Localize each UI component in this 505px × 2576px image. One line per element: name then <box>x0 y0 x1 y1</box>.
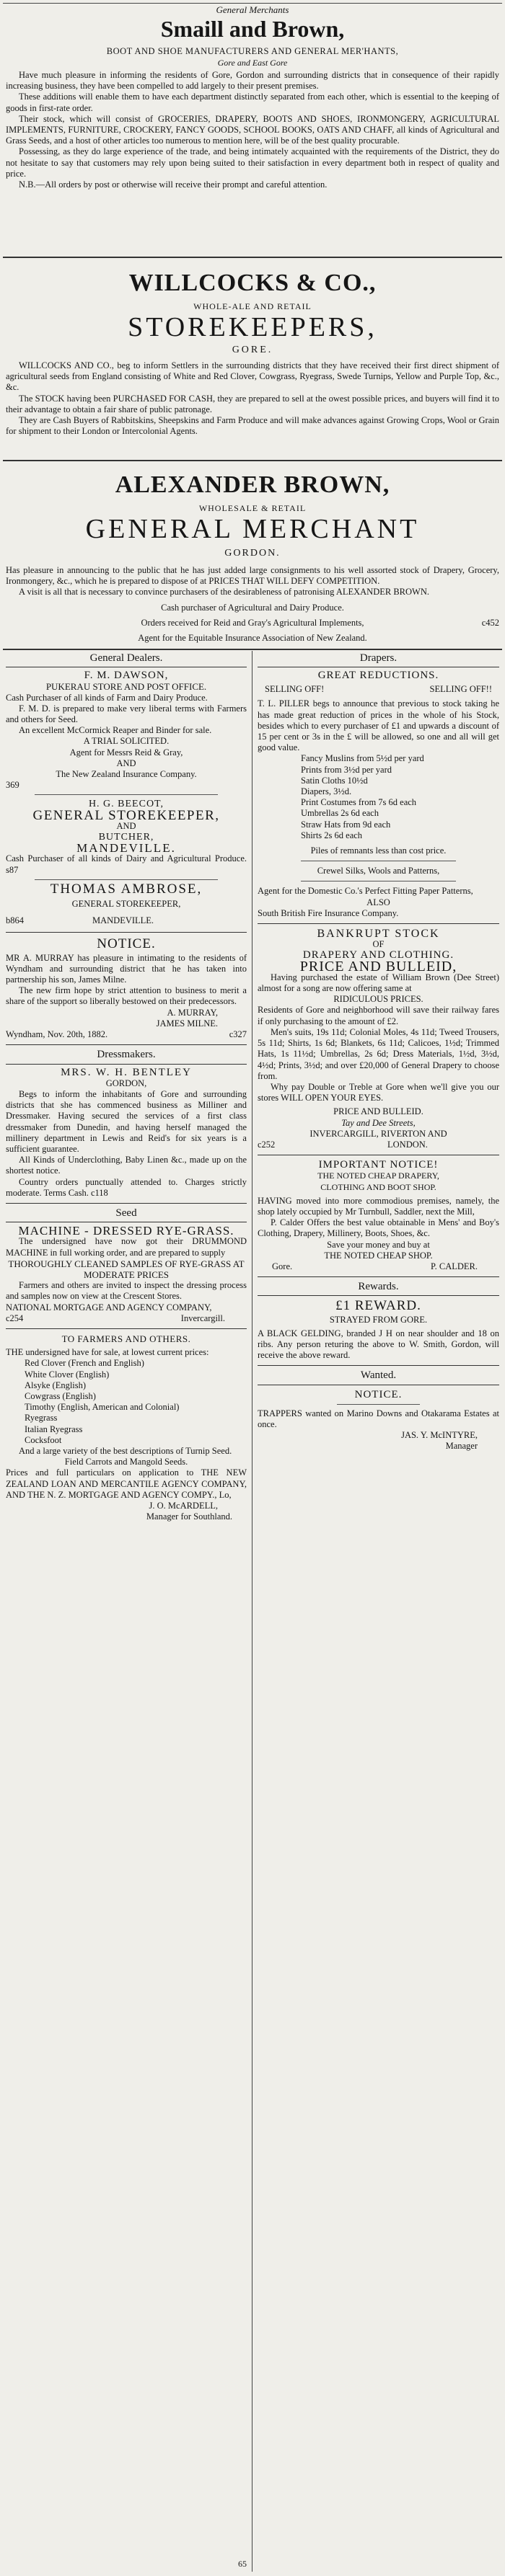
bentley-p3: Country orders punctually attended to. Charges strictly moderate. Terms Cash. c118 <box>6 1176 247 1198</box>
sep <box>258 1295 499 1296</box>
smaill-body <box>6 70 499 190</box>
sep <box>258 1365 499 1366</box>
alexander-p3: Cash purchaser of Agricultural and Dairy Produce. <box>161 602 344 613</box>
rule-2 <box>3 460 502 461</box>
farmers-item: Alsyke (English) <box>25 1380 87 1390</box>
right-section-drapers: Drapers. <box>359 652 398 664</box>
piller-straw: Straw Hats from 9d each <box>301 819 391 830</box>
murray-sig1: A. MURRAY, <box>167 1007 218 1018</box>
trappers-p1: TRAPPERS wanted on Marino Downs and Otakarama Estates at once. <box>258 1408 499 1429</box>
trappers-role: Manager <box>445 1441 478 1452</box>
ambrose-place: MANDEVILLE. <box>92 915 154 926</box>
willcocks-p3: They are Cash Buyers of Rabbitskins, Sheepskins and Farm Produce and will make advances against Growing Crops, Wool or Grain for shipment to their London or Intercolonial Agents. <box>6 415 499 437</box>
beecot-p1: Cash Purchaser of all kinds of Dairy and Agricultural Produce. <box>6 853 247 864</box>
smaill-p2: These additions will enable them to have each department distinctly separated from each other, which is essential to the keeping of goods in first-rate order. <box>6 92 499 113</box>
farmers-item: Timothy (English, American and Colonial) <box>25 1402 180 1413</box>
murray-date: Wyndham, Nov. 20th, 1882. <box>6 1029 108 1040</box>
farmers-item: White Clover (English) <box>25 1369 110 1380</box>
murray-code: c327 <box>229 1029 247 1040</box>
price-title: PRICE AND BULLEID, <box>299 958 457 974</box>
sep <box>6 1203 247 1204</box>
murray-date-line <box>6 1029 247 1040</box>
price-towns: INVERCARGILL, RIVERTON AND <box>309 1128 447 1139</box>
cheap-1: THE NOTED CHEAP DRAPERY, <box>317 1171 439 1181</box>
sep <box>258 1276 499 1277</box>
piller-also: ALSO <box>366 897 390 907</box>
dawson-p3: An excellent McCormick Reaper and Binder for sale. <box>19 725 212 736</box>
dawson-p5: Agent for Messrs Reid & Gray, <box>69 747 183 758</box>
alexander-title: ALEXANDER BROWN, <box>115 471 390 498</box>
sep <box>6 1044 247 1045</box>
ambrose-title: GENERAL STOREKEEPER, <box>71 899 181 910</box>
price-p1: Having purchased the estate of William Brown (Dee Street) almost for a song are now offering same at <box>258 972 499 994</box>
cheap-line <box>258 1261 499 1272</box>
price-london: LONDON. <box>387 1139 428 1150</box>
dawson-code: 369 <box>6 780 19 791</box>
selling-1: SELLING OFF! <box>265 684 325 695</box>
price-ridiculous: RIDICULOUS PRICES. <box>333 994 423 1005</box>
beecot-title: GENERAL STOREKEEPER, <box>32 807 220 823</box>
alexander-body <box>6 565 499 644</box>
dawson-p7: The New Zealand Insurance Company. <box>56 769 197 780</box>
price-p2: Residents of Gore and neighborhood will save their railway fares if only purchasing to the amount of £2. <box>258 1005 499 1026</box>
bentley-name: MRS. W. H. BENTLEY <box>61 1066 192 1078</box>
dawson-title: PUKERAU STORE AND POST OFFICE. <box>45 681 207 693</box>
dawson-p4: A TRIAL SOLICITED. <box>83 736 170 747</box>
alexander-code: c452 <box>481 617 499 628</box>
smaill-p3: Their stock, which will consist of GROCERIES, DRAPERY, BOOTS AND SHOES, IRONMONGERY, AGRICULTURAL IMPLEMENTS, FURNITURE, CROCKERY, FANCY GOODS, SCHOOL BOOKS, OATS AND CHAFF, all kinds of Agricultural and Grass Seeds, and a host of other articles too numerous to mention here, will be of the best quality procurable. <box>6 113 499 146</box>
willcocks-body <box>6 360 499 437</box>
bentley-place: GORDON, <box>105 1078 147 1088</box>
willcocks-title2: STOREKEEPERS, <box>128 312 377 342</box>
beecot-code: s87 <box>6 864 19 875</box>
murray-p2: The new firm hope by strict attention to business to merit a share of the support so liberally bestowed on their predecessors. <box>6 985 247 1007</box>
machine-place: Invercargill. <box>180 1313 225 1323</box>
alexander-title2: GENERAL MERCHANT <box>85 514 420 544</box>
farmers-item: Ryegrass <box>25 1413 58 1424</box>
cheap-p1: HAVING moved into more commodious premises, namely, the shop lately occupied by Mr Turnbull, Saddler, next the Mill, <box>258 1195 499 1217</box>
price-sig: PRICE AND BULLEID. <box>333 1106 423 1117</box>
machine-code: c254 <box>6 1313 24 1323</box>
sep <box>6 932 247 933</box>
farmers-sig2: Manager for Southland. <box>146 1511 232 1522</box>
murray-sig2: JAMES MILNE. <box>156 1018 218 1029</box>
piller-p1: T. L. PILLER begs to announce that previous to stock taking he has made great reduction of prices in the whole of his Stock, besides which to every purchaser of £1 and upwards a discount of 15 per cent or 3s in the £ will be allowed, so one and all will get good value. <box>258 698 499 753</box>
cheap-place: Gore. <box>272 1261 293 1271</box>
price-streets: Tay and Dee Streets, <box>341 1117 416 1128</box>
machine-p3: Farmers and others are invited to inspect the dressing process and samples now on view at the Crescent Stores. <box>6 1280 247 1302</box>
machine-p4: NATIONAL MORTGAGE AND AGENCY COMPANY, <box>6 1302 212 1313</box>
smaill-p1: Have much pleasure in informing the residents of Gore, Gordon and surrounding districts that in consequence of their rapidly increasing business, they have been compelled to add largely to their present premises. <box>6 70 499 92</box>
alexander-p5: Agent for the Equitable Insurance Association of New Zealand. <box>138 633 367 644</box>
beecot-name: H. G. BEECOT, <box>88 799 164 810</box>
alexander-place: GORDON. <box>224 548 281 559</box>
important-title: IMPORTANT NOTICE! <box>318 1159 439 1171</box>
willcocks-p2: The STOCK having been PURCHASED FOR CASH, they are prepared to sell at the owest possible prices, and buyers will find it to their advantage to obtain a fair share of public patronage. <box>6 393 499 414</box>
great-title: GREAT REDUCTIONS. <box>317 670 439 682</box>
bankrupt-1: BANKRUPT STOCK <box>317 928 440 941</box>
alexander-sub: WHOLESALE & RETAIL <box>198 503 307 513</box>
price-code: c252 <box>258 1139 276 1150</box>
rule-1 <box>3 257 502 258</box>
price-p3: Men's suits, 19s 11d; Colonial Moles, 4s 11d; Tweed Trousers, 5s 11d; Shirts, 1s 6d; Blankets, 6s 11d; Calicoes, 1½d; Trimmed Hats, 1s 11½d; Umbrellas, 2s 6d; Dress Materials, 1½d, 3½d, 4½d; Prints, 3½d; and over £20,000 of General Drapery to choose from. <box>258 1026 499 1081</box>
farmers-item: Red Clover (French and English) <box>25 1358 144 1369</box>
dawson-p6: AND <box>116 758 136 768</box>
piller-diapers: Diapers, 3½d. <box>301 786 352 797</box>
alexander-p4: Orders received for Reid and Gray's Agricultural Implements, <box>141 617 364 628</box>
dawson-p1: Cash Purchaser of all kinds of Farm and Dairy Produce. <box>6 692 208 703</box>
rule-3 <box>3 649 502 650</box>
willcocks-sub: WHOLE-ALE AND RETAIL <box>193 301 312 311</box>
beecot-butcher: BUTCHER, <box>98 832 154 843</box>
beecot-p1-line <box>6 853 247 875</box>
machine-p2: THOROUGHLY CLEANED SAMPLES OF RYE-GRASS AT MODERATE PRICES <box>8 1258 245 1280</box>
smaill-trade: BOOT AND SHOE MANUFACTURERS AND GENERAL MER'HANTS, <box>106 46 399 56</box>
piller-crewel: Crewel Silks, Wools and Patterns, <box>317 866 440 876</box>
right-column <box>258 653 499 1452</box>
machine-line <box>6 1313 247 1324</box>
piller-remnants: Piles of remnants less than cost price. <box>310 845 447 856</box>
beecot-and: AND <box>116 820 136 831</box>
ambrose-name: THOMAS AMBROSE, <box>50 881 203 897</box>
right-section-wanted: Wanted. <box>360 1369 397 1382</box>
bankrupt-2: OF <box>372 939 385 950</box>
bentley-p1: Begs to inform the inhabitants of Gore and surrounding districts that she has commenced business as Milliner and Dressmaker. Having secured the services of a first class dressmaker from Dunedin, and having herself managed the millinery department in Lewis and Reid's for six years is a sufficient guarantee. <box>6 1088 247 1154</box>
piller-sateen: Satin Cloths 10½d <box>301 775 368 786</box>
alexander-p1: Has pleasure in announcing to the public that he has just added large consignments to his well assorted stock of Drapery, Grocery, Ironmongery, &c., which he is prepared to dispose of at PRICES THAT WILL DEFY COMPETITION. <box>6 565 499 587</box>
reward-p1: A BLACK GELDING, branded J H on near shoulder and 18 on ribs. Any person returing the above to W. Smith, Gordon, will receive the above reward. <box>258 1328 499 1361</box>
selling-2: SELLING OFF!! <box>429 684 492 695</box>
cheap-sig: P. CALDER. <box>431 1261 478 1271</box>
piller-agent1: Agent for the Domestic Co.'s Perfect Fitting Paper Patterns, <box>258 886 473 897</box>
sep <box>35 879 218 880</box>
farmers-sig1: J. O. McARDELL, <box>149 1501 218 1511</box>
price-line <box>258 1140 499 1150</box>
cheap-2: CLOTHING AND BOOT SHOP. <box>320 1181 436 1192</box>
price-p4: Why pay Double or Treble at Gore when we'll give you our stores WILL OPEN YOUR EYES. <box>258 1081 499 1103</box>
wanted-notice: NOTICE. <box>354 1388 403 1400</box>
ambrose-code: b864 <box>6 915 24 926</box>
dawson-name: F. M. DAWSON, <box>84 670 169 682</box>
smaill-p5: N.B.—All orders by post or otherwise will receive their prompt and careful attention. <box>19 179 328 190</box>
machine-p1: The undersigned have now got their DRUMMOND MACHINE in full working order, and are prepared to supply <box>6 1236 247 1258</box>
piller-umbrellas: Umbrellas 2s 6d each <box>301 808 379 819</box>
left-section-seed: Seed <box>115 1207 137 1219</box>
piller-fancy: Fancy Muslins from 5½d per yard <box>301 753 424 764</box>
piller-prints: Prints from 3½d per yard <box>301 764 392 775</box>
willcocks-title: WILLCOCKS & CO., <box>128 270 377 296</box>
reward-title: £1 REWARD. <box>335 1298 421 1314</box>
alexander-p4-line <box>6 618 499 629</box>
murray-notice-title: NOTICE. <box>97 936 156 952</box>
reward-strayed: STRAYED FROM GORE. <box>329 1314 428 1325</box>
smaill-title: Smaill and Brown, <box>160 16 345 42</box>
farmers-list <box>6 1358 247 1446</box>
farmers-p2: And a large variety of the best descriptions of Turnip Seed. <box>19 1446 232 1456</box>
right-section-rewards: Rewards. <box>358 1281 399 1293</box>
smaill-p4: Possessing, as they do large experience of the trade, and being intimately acquainted with the requirements of the District, they do not hesitate to say that customers may rely upon being suited to their satisfaction in every department both in respect of quality and price. <box>6 146 499 179</box>
cheap-p2: P. Calder Offers the best value obtainable in Mens' and Boy's Clothing, Drapery, Millinery, Boots, Shoes, &c. <box>258 1217 499 1239</box>
machine-title: MACHINE - DRESSED RYE-GRASS. <box>18 1224 234 1238</box>
dawson-p2: F. M. D. is prepared to make very liberal terms with Farmers and others for Seed. <box>6 703 247 725</box>
farmers-p4: Prices and full particulars on application to THE NEW ZEALAND LOAN AND MERCANTILE AGENCY COMPANY, AND THE N. Z. MORTGAGE AND AGENCY COMPY., Lo, <box>6 1467 247 1500</box>
cheap-p4: THE NOTED CHEAP SHOP. <box>324 1250 433 1261</box>
willcocks-place: GORE. <box>232 345 273 355</box>
bentley-p2: All Kinds of Underclothing, Baby Linen &c., made up on the shortest notice. <box>6 1155 247 1176</box>
sep <box>258 923 499 924</box>
sep <box>6 1064 247 1065</box>
top-rule <box>3 3 502 4</box>
murray-p1: MR A. MURRAY has pleasure in intimating to the residents of Wyndham and surrounding district that he has taken into partnership his son, James Milne. <box>6 952 247 985</box>
farmers-item: Cocksfoot <box>25 1434 62 1445</box>
farmers-code: 65 <box>238 2559 247 2569</box>
farmers-p1: THE undersigned have for sale, at lowest current prices: <box>6 1347 209 1358</box>
sep <box>35 794 218 795</box>
sep <box>337 1404 420 1405</box>
left-section-dressmakers: Dressmakers. <box>97 1049 156 1061</box>
selling-line <box>258 684 499 696</box>
farmers-title: TO FARMERS AND OTHERS. <box>61 1333 191 1344</box>
trappers-sig: JAS. Y. McINTYRE, <box>401 1430 478 1441</box>
piller-agent2: South British Fire Insurance Company. <box>258 907 399 918</box>
farmers-item: Italian Ryegrass <box>25 1424 83 1434</box>
left-section-general-dealers: General Dealers. <box>89 652 163 664</box>
farmers-item: Cowgrass (English) <box>25 1390 96 1401</box>
willcocks-p1: WILLCOCKS AND CO., beg to inform Settlers in the surrounding districts that they have received their first direct shipment of agricultural seeds from England consisting of White and Red Clover, Cowgrass, Ryegrass, Swede Turnips, Yellow and Purple Top, &c., &c. <box>6 360 499 393</box>
ambrose-line <box>6 915 247 926</box>
piller-costumes: Print Costumes from 7s 6d each <box>301 797 417 808</box>
piller-price-list <box>258 753 499 841</box>
smaill-top-label: General Merchants <box>216 4 289 15</box>
alexander-p2: A visit is all that is necessary to convince purchasers of the desirableness of patronising ALEXANDER BROWN. <box>19 587 429 598</box>
bankrupt-3: DRAPERY AND CLOTHING. <box>302 949 454 961</box>
smaill-place: Gore and East Gore <box>217 58 288 68</box>
beecot-place: MANDEVILLE. <box>76 841 176 856</box>
piller-shirts: Shirts 2s 6d each <box>301 830 363 840</box>
left-column <box>6 653 247 1522</box>
cheap-p3: Save your money and buy at <box>327 1239 430 1250</box>
sep <box>6 1328 247 1329</box>
farmers-p3: Field Carrots and Mangold Seeds. <box>64 1457 188 1467</box>
